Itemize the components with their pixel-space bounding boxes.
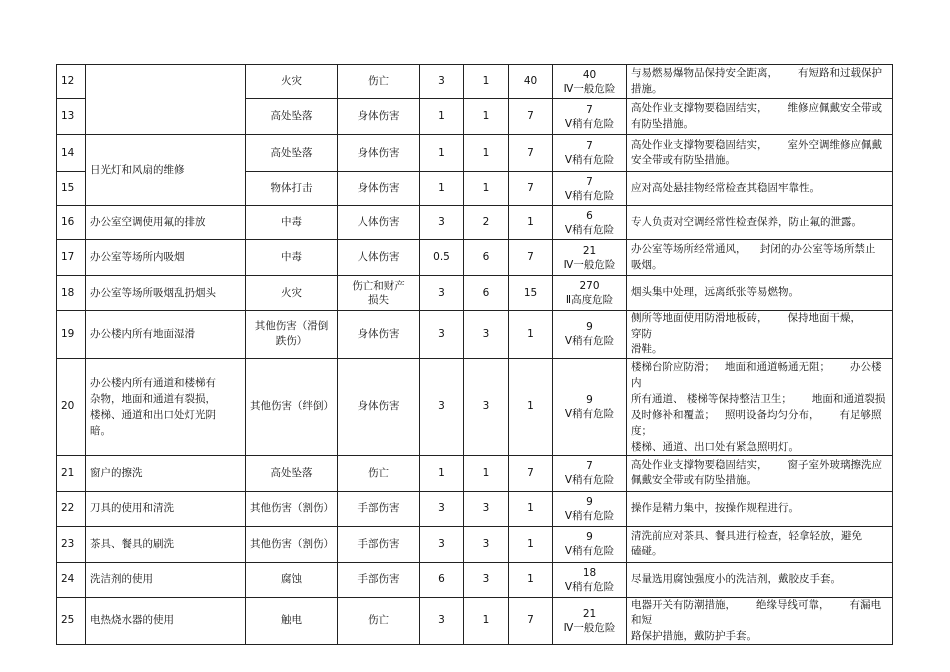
table-row xyxy=(57,358,893,455)
table-row xyxy=(57,276,893,311)
measures-cell: 侧所等地面使用防滑地板砖， 保持地面干燥， 穿防 滑鞋。 xyxy=(627,311,893,359)
row-number: 13 xyxy=(57,99,86,135)
l-value: 0.5 xyxy=(420,240,464,276)
e-value: 1 xyxy=(464,455,509,491)
row-number: 15 xyxy=(57,172,86,206)
activity-cell xyxy=(86,65,246,135)
c-value: 1 xyxy=(509,311,553,359)
hazard-cell: 高处坠落 xyxy=(246,455,338,491)
row-number: 24 xyxy=(57,562,86,597)
risk-level-cell xyxy=(553,491,627,526)
table-row xyxy=(57,240,893,276)
l-value: 3 xyxy=(420,311,464,359)
result-cell: 身体伤害 xyxy=(338,311,420,359)
result-cell: 伤亡和财产 损失 xyxy=(338,276,420,311)
measures-cell: 楼梯台阶应防滑； 地面和通道畅通无阻； 办公楼内 所有通道、 楼梯等保持整洁卫生； 地面和通道裂损 及时修补和覆盖； 照明设备均匀分布， 有足够照度； 楼梯、通道、出口处有紧急照明灯。 xyxy=(627,358,893,455)
risk-table xyxy=(56,64,893,645)
result-cell: 手部伤害 xyxy=(338,526,420,562)
e-value: 6 xyxy=(464,240,509,276)
row-number: 19 xyxy=(57,311,86,359)
c-value: 40 xyxy=(509,65,553,99)
c-value: 1 xyxy=(509,491,553,526)
l-value: 3 xyxy=(420,491,464,526)
activity-cell: 窗户的擦洗 xyxy=(86,455,246,491)
activity-cell: 办公室空调使用氟的排放 xyxy=(86,206,246,240)
l-value: 1 xyxy=(420,135,464,172)
hazard-cell: 火灾 xyxy=(246,276,338,311)
activity-cell: 办公室等场所吸烟乱扔烟头 xyxy=(86,276,246,311)
measures-cell: 高处作业支撑物要稳固结实， 窗子室外玻璃擦洗应 佩戴安全带或有防坠措施。 xyxy=(627,455,893,491)
risk-level-cell xyxy=(553,455,627,491)
measures-cell: 高处作业支撑物要稳固结实， 室外空调维修应佩戴 安全带或有防坠措施。 xyxy=(627,135,893,172)
table-row xyxy=(57,65,893,99)
row-number: 18 xyxy=(57,276,86,311)
risk-level-cell xyxy=(553,358,627,455)
measures-cell: 清洗前应对茶具、餐具进行检查，轻拿轻放，避免 磕碰。 xyxy=(627,526,893,562)
measures-cell: 尽量选用腐蚀强度小的洗洁剂，戴胶皮手套。 xyxy=(627,562,893,597)
row-number: 14 xyxy=(57,135,86,172)
table-row xyxy=(57,597,893,645)
d-value: 9 xyxy=(586,495,593,508)
risk-assessment-sheet xyxy=(56,64,893,645)
c-value: 1 xyxy=(509,562,553,597)
risk-level: Ⅳ一般危险 xyxy=(563,621,616,634)
d-value: 21 xyxy=(582,607,597,620)
c-value: 1 xyxy=(509,206,553,240)
d-value: 21 xyxy=(582,244,597,257)
e-value: 1 xyxy=(464,65,509,99)
d-value: 7 xyxy=(586,140,593,152)
row-number: 20 xyxy=(57,358,86,455)
row-number: 25 xyxy=(57,597,86,645)
e-value: 6 xyxy=(464,276,509,311)
hazard-cell: 高处坠落 xyxy=(246,135,338,172)
activity-cell: 日光灯和风扇的维修 xyxy=(86,135,246,206)
d-value: 270 xyxy=(579,280,600,292)
activity-cell: 电热烧水器的使用 xyxy=(86,597,246,645)
risk-level-cell xyxy=(553,99,627,135)
measures-cell: 与易燃易爆物品保持安全距离， 有短路和过载保护 措施。 xyxy=(627,65,893,99)
measures-cell: 电器开关有防潮措施， 绝缘导线可靠， 有漏电和短 路保护措施，戴防护手套。 xyxy=(627,597,893,645)
hazard-cell: 高处坠落 xyxy=(246,99,338,135)
risk-level: Ⅴ稍有危险 xyxy=(564,580,615,593)
activity-cell: 办公室等场所内吸烟 xyxy=(86,240,246,276)
risk-level: Ⅳ一般危险 xyxy=(563,258,616,271)
d-value: 9 xyxy=(586,531,593,543)
risk-level: Ⅴ稍有危险 xyxy=(564,407,615,420)
hazard-cell: 中毒 xyxy=(246,240,338,276)
result-cell: 身体伤害 xyxy=(338,358,420,455)
result-cell: 身体伤害 xyxy=(338,135,420,172)
risk-level-cell xyxy=(553,526,627,562)
d-value: 9 xyxy=(586,321,593,334)
c-value: 7 xyxy=(509,240,553,276)
activity-cell: 刀具的使用和清洗 xyxy=(86,491,246,526)
l-value: 3 xyxy=(420,206,464,240)
row-number: 17 xyxy=(57,240,86,276)
d-value: 6 xyxy=(586,209,593,222)
result-cell: 手部伤害 xyxy=(338,491,420,526)
row-number: 23 xyxy=(57,526,86,562)
c-value: 1 xyxy=(509,358,553,455)
risk-level: Ⅴ稍有危险 xyxy=(564,335,615,348)
c-value: 7 xyxy=(509,597,553,645)
e-value: 1 xyxy=(464,99,509,135)
result-cell: 手部伤害 xyxy=(338,562,420,597)
e-value: 1 xyxy=(464,597,509,645)
table-row xyxy=(57,135,893,172)
result-cell: 伤亡 xyxy=(338,455,420,491)
result-cell: 人体伤害 xyxy=(338,206,420,240)
table-row xyxy=(57,455,893,491)
risk-level-cell xyxy=(553,562,627,597)
hazard-cell: 物体打击 xyxy=(246,172,338,206)
l-value: 3 xyxy=(420,65,464,99)
hazard-cell: 腐蚀 xyxy=(246,562,338,597)
l-value: 3 xyxy=(420,597,464,645)
c-value: 7 xyxy=(509,99,553,135)
row-number: 22 xyxy=(57,491,86,526)
e-value: 3 xyxy=(464,562,509,597)
risk-level: Ⅴ稍有危险 xyxy=(564,474,615,486)
c-value: 15 xyxy=(509,276,553,311)
result-cell: 身体伤害 xyxy=(338,99,420,135)
result-cell: 身体伤害 xyxy=(338,172,420,206)
activity-cell: 办公楼内所有通道和楼梯有 杂物，地面和通道有裂损， 楼梯、通道和出口处灯光阴 暗。 xyxy=(86,358,246,455)
hazard-cell: 其他伤害（割伤） xyxy=(246,526,338,562)
l-value: 3 xyxy=(420,526,464,562)
d-value: 9 xyxy=(586,393,593,406)
risk-level-cell xyxy=(553,206,627,240)
d-value: 7 xyxy=(586,175,593,188)
risk-level: Ⅴ稍有危险 xyxy=(564,545,615,557)
table-row xyxy=(57,526,893,562)
hazard-cell: 其他伤害（滑倒 跌伤） xyxy=(246,311,338,359)
risk-level: Ⅴ稍有危险 xyxy=(564,509,615,522)
risk-level-cell xyxy=(553,597,627,645)
risk-level-cell xyxy=(553,276,627,311)
row-number: 21 xyxy=(57,455,86,491)
risk-level-cell xyxy=(553,135,627,172)
activity-cell: 茶具、餐具的刷洗 xyxy=(86,526,246,562)
measures-cell: 办公室等场所经常通风， 封闭的办公室等场所禁止 吸烟。 xyxy=(627,240,893,276)
risk-level-cell xyxy=(553,65,627,99)
d-value: 7 xyxy=(586,460,593,472)
c-value: 7 xyxy=(509,172,553,206)
risk-level: Ⅴ稍有危险 xyxy=(564,154,615,166)
d-value: 18 xyxy=(582,566,597,579)
c-value: 7 xyxy=(509,455,553,491)
hazard-cell: 触电 xyxy=(246,597,338,645)
risk-level-cell xyxy=(553,311,627,359)
table-row xyxy=(57,491,893,526)
hazard-cell: 火灾 xyxy=(246,65,338,99)
e-value: 1 xyxy=(464,172,509,206)
result-cell: 人体伤害 xyxy=(338,240,420,276)
e-value: 3 xyxy=(464,526,509,562)
table-row xyxy=(57,562,893,597)
result-cell: 伤亡 xyxy=(338,65,420,99)
d-value: 7 xyxy=(586,103,593,116)
e-value: 3 xyxy=(464,311,509,359)
row-number: 16 xyxy=(57,206,86,240)
result-cell: 伤亡 xyxy=(338,597,420,645)
l-value: 3 xyxy=(420,276,464,311)
e-value: 3 xyxy=(464,491,509,526)
e-value: 1 xyxy=(464,135,509,172)
measures-cell: 专人负责对空调经常性检查保养，防止氟的泄露。 xyxy=(627,206,893,240)
table-row xyxy=(57,311,893,359)
c-value: 7 xyxy=(509,135,553,172)
hazard-cell: 中毒 xyxy=(246,206,338,240)
table-row xyxy=(57,206,893,240)
risk-level-cell xyxy=(553,172,627,206)
l-value: 6 xyxy=(420,562,464,597)
e-value: 3 xyxy=(464,358,509,455)
risk-level: Ⅴ稍有危险 xyxy=(564,223,615,236)
risk-level: Ⅳ一般危险 xyxy=(563,82,616,95)
c-value: 1 xyxy=(509,526,553,562)
measures-cell: 烟头集中处理，远离纸张等易燃物。 xyxy=(627,276,893,311)
risk-level: Ⅱ高度危险 xyxy=(565,294,614,306)
risk-level: Ⅴ稍有危险 xyxy=(564,189,615,202)
activity-cell: 办公楼内所有地面湿滑 xyxy=(86,311,246,359)
measures-cell: 应对高处悬挂物经常检查其稳固牢靠性。 xyxy=(627,172,893,206)
e-value: 2 xyxy=(464,206,509,240)
d-value: 40 xyxy=(582,68,597,81)
risk-level-cell xyxy=(553,240,627,276)
l-value: 1 xyxy=(420,99,464,135)
row-number: 12 xyxy=(57,65,86,99)
measures-cell: 高处作业支撑物要稳固结实， 维修应佩戴安全带或 有防坠措施。 xyxy=(627,99,893,135)
hazard-cell: 其他伤害（绊倒） xyxy=(246,358,338,455)
measures-cell: 操作是精力集中，按操作规程进行。 xyxy=(627,491,893,526)
risk-level: Ⅴ稍有危险 xyxy=(564,117,615,130)
l-value: 1 xyxy=(420,172,464,206)
l-value: 3 xyxy=(420,358,464,455)
hazard-cell: 其他伤害（割伤） xyxy=(246,491,338,526)
activity-cell: 洗洁剂的使用 xyxy=(86,562,246,597)
l-value: 1 xyxy=(420,455,464,491)
